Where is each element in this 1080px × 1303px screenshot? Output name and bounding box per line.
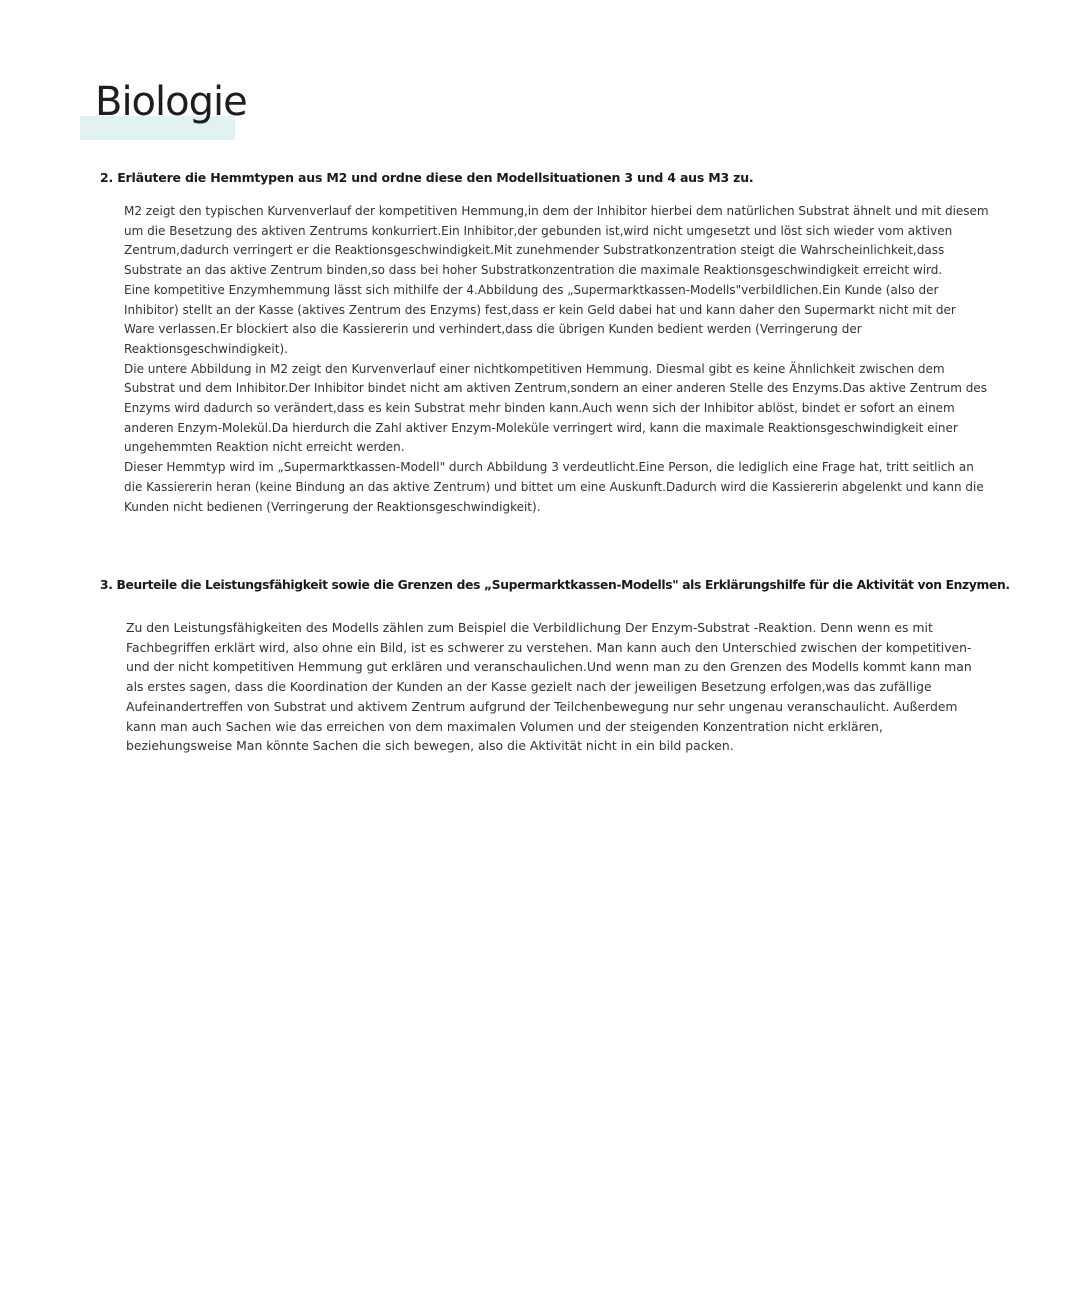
answer-2-paragraph-3: Die untere Abbildung in M2 zeigt den Kurvenverlauf einer nichtkompetitiven Hemmung. Diesmal gibt es keine Ähnlichkeit zwischen dem Substrat und dem Inhibitor.Der Inhibitor bindet nicht am aktiven Zentrum,sondern an einer anderen Stelle des Enzyms.Das aktive Zentrum des Enzyms wird dadurch so verändert,dass es kein Substrat mehr binden kann.Auch wenn sich der Inhibitor ablöst, bindet er sofort an einem anderen Enzym-Molekül.Da hierdurch die Zahl aktiver Enzym-Moleküle verringert wird, kann die maximale Reaktionsgeschwindigkeit einer ungehemmten Reaktion nicht erreicht werden. bbox=[124, 361, 987, 455]
page-title: Biologie bbox=[95, 79, 247, 125]
question-3-heading: 3. Beurteile die Leistungsfähigkeit sowie die Grenzen des „Supermarktkassen-Modells" als Erklärungshilfe für die Aktivität von Enzymen. bbox=[100, 578, 1010, 592]
title-block bbox=[80, 76, 247, 142]
answer-2-paragraph-2: Eine kompetitive Enzymhemmung lässt sich mithilfe der 4.Abbildung des „Supermarktkassen-Modells"verbildlichen.Ein Kunde (also der Inhibitor) stellt an der Kasse (aktives Zentrum des Enzyms) fest,dass er kein Geld dabei hat und kann daher den Supermarkt nicht mit der Ware verlassen.Er blockiert also die Kassiererin und verhindert,dass die übrigen Kunden bedient werden (Verringerung der Reaktionsgeschwindigkeit). bbox=[124, 282, 956, 356]
answer-2-text bbox=[124, 202, 990, 517]
answer-2-paragraph-1: M2 zeigt den typischen Kurvenverlauf der kompetitiven Hemmung,in dem der Inhibitor hierbei dem natürlichen Substrat ähnelt und mit diesem um die Besetzung des aktiven Zentrums konkurriert.Ein Inhibitor,der gebunden ist,wird nicht umgesetzt und löst sich wieder vom aktiven Zentrum,dadurch verringert er die Reaktionsgeschwindigkeit.Mit zunehmender Substratkonzentration steigt die Wahrscheinlichkeit,dass Substrate an das aktive Zentrum binden,so dass bei hoher Substratkonzentration die maximale Reaktionsgeschwindigkeit erreicht wird. bbox=[124, 204, 989, 278]
answer-3-paragraph-1: Zu den Leistungsfähigkeiten des Modells zählen zum Beispiel die Verbildlichung Der Enzym-Substrat -Reaktion. Denn wenn es mit Fachbegriffen erklärt wird, also ohne ein Bild, ist es schwerer zu verstehen. Man kann auch den Unterschied zwischen der kompetitiven- und der nicht kompetitiven Hemmung gut erklären und veranschaulichen.Und wenn man zu den Grenzen des Modells kommt kann man als erstes sagen, dass die Koordination der Kunden an der Kasse gezielt nach der jeweiligen Besetzung erfolgen,was das zufällige Aufeinandertreffen von Substrat und aktivem Zentrum aufgrund der Teilchenbewegung nur sehr ungenau veranschaulicht. Außerdem kann man auch Sachen wie das erreichen von dem maximalen Volumen und der steigenden Konzentration nicht erklären, beziehungsweise Man könnte Sachen die sich bewegen, also die Aktivität nicht in ein bild packen. bbox=[126, 620, 972, 754]
answer-3-text bbox=[126, 618, 972, 756]
question-2-heading: 2. Erläutere die Hemmtypen aus M2 und ordne diese den Modellsituationen 3 und 4 aus M3 zu. bbox=[100, 170, 754, 185]
answer-2-paragraph-4: Dieser Hemmtyp wird im „Supermarktkassen-Modell" durch Abbildung 3 verdeutlicht.Eine Person, die lediglich eine Frage hat, tritt seitlich an die Kassiererin heran (keine Bindung an das aktive Zentrum) und bittet um eine Auskunft.Dadurch wird die Kassiererin abgelenkt und kann die Kunden nicht bedienen (Verringerung der Reaktionsgeschwindigkeit). bbox=[124, 460, 984, 514]
